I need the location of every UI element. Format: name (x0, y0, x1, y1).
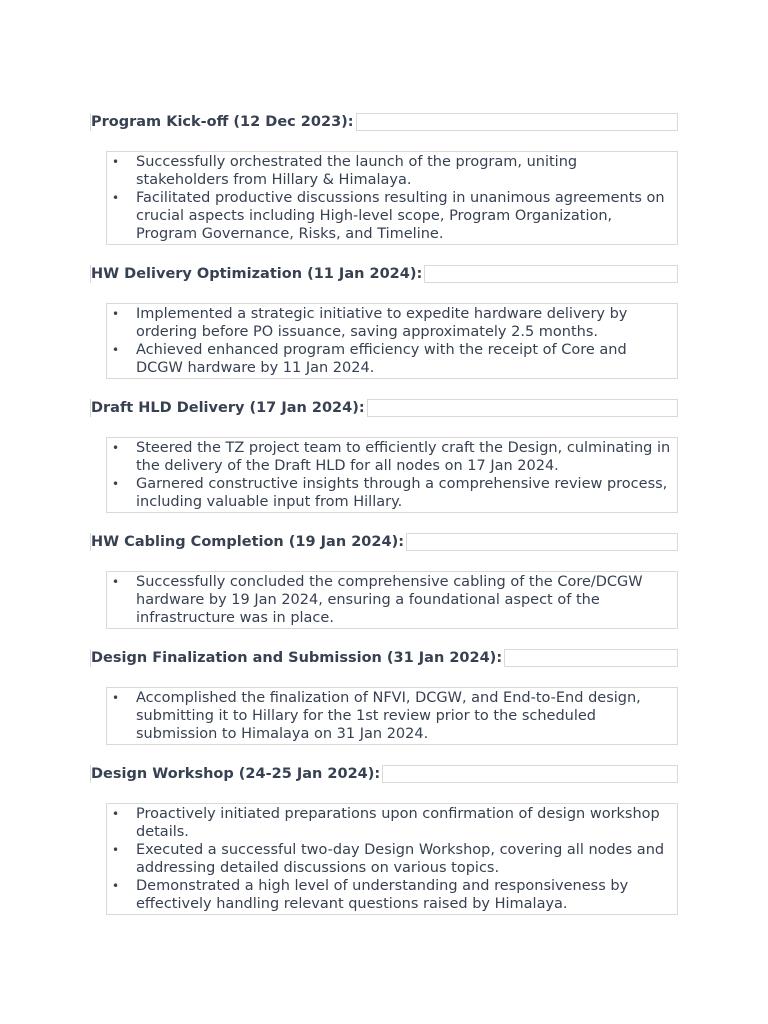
list-item-text: Accomplished the finalization of NFVI, DCGW, and End-to-End design, submitting it to Hillary for the 1st review prior to the scheduled submission to Himalaya on 31 Jan 2024. (136, 690, 641, 742)
list-item (107, 153, 673, 189)
bullet-list (107, 305, 673, 377)
section-heading-label: Draft HLD Delivery (17 Jan 2024): (91, 399, 368, 417)
bullet-icon: • (112, 343, 120, 357)
bullet-list-box (106, 571, 678, 629)
list-item-text: Proactively initiated preparations upon confirmation of design workshop details. (136, 806, 660, 840)
list-item-text: Demonstrated a high level of understanding and responsiveness by effectively handling relevant questions raised by Himalaya. (136, 878, 629, 912)
bullet-icon: • (112, 843, 120, 857)
bullet-list (107, 805, 673, 913)
bullet-list-box (106, 303, 678, 379)
list-item (107, 475, 673, 511)
bullet-list-box (106, 803, 678, 915)
list-item (107, 689, 673, 743)
bullet-icon: • (112, 155, 120, 169)
list-item (107, 573, 673, 627)
list-item (107, 341, 673, 377)
bullet-icon: • (112, 879, 120, 893)
list-item-text: Achieved enhanced program efficiency with the receipt of Core and DCGW hardware by 11 Jan 2024. (136, 342, 627, 376)
list-item (107, 189, 673, 243)
list-item-text: Successfully concluded the comprehensive cabling of the Core/DCGW hardware by 19 Jan 2024, ensuring a foundational aspect of the infrastructure was in place. (136, 574, 643, 626)
section-heading-label: HW Delivery Optimization (11 Jan 2024): (91, 265, 425, 283)
section-heading-label: HW Cabling Completion (19 Jan 2024): (91, 533, 407, 551)
bullet-icon: • (112, 191, 120, 205)
list-item-text: Successfully orchestrated the launch of the program, uniting stakeholders from Hillary & Himalaya. (136, 154, 578, 188)
list-item (107, 841, 673, 877)
document-body (90, 113, 678, 935)
bullet-list-box (106, 687, 678, 745)
section-heading (90, 765, 678, 783)
bullet-list-box (106, 437, 678, 513)
section-heading (90, 649, 678, 667)
list-item (107, 439, 673, 475)
section-heading-label: Program Kick-off (12 Dec 2023): (91, 113, 357, 131)
bullet-list (107, 153, 673, 243)
list-item (107, 805, 673, 841)
section-heading (90, 533, 678, 551)
list-item-text: Executed a successful two-day Design Workshop, covering all nodes and addressing detailed discussions on various topics. (136, 842, 665, 876)
section-heading (90, 113, 678, 131)
bullet-icon: • (112, 807, 120, 821)
section-heading-label: Design Finalization and Submission (31 Jan 2024): (91, 649, 505, 667)
list-item-text: Garnered constructive insights through a comprehensive review process, including valuable input from Hillary. (136, 476, 668, 510)
bullet-icon: • (112, 307, 120, 321)
list-item (107, 877, 673, 913)
bullet-list (107, 439, 673, 511)
list-item-text: Facilitated productive discussions resulting in unanimous agreements on crucial aspects including High-level scope, Program Organization, Program Governance, Risks, and Timeline. (136, 190, 665, 242)
section-heading (90, 265, 678, 283)
bullet-icon: • (112, 691, 120, 705)
section-heading (90, 399, 678, 417)
bullet-list (107, 689, 673, 743)
bullet-icon: • (112, 441, 120, 455)
bullet-list (107, 573, 673, 627)
section-heading-label: Design Workshop (24-25 Jan 2024): (91, 765, 383, 783)
bullet-icon: • (112, 575, 120, 589)
bullet-icon: • (112, 477, 120, 491)
list-item (107, 305, 673, 341)
list-item-text: Steered the TZ project team to efficiently craft the Design, culminating in the delivery of the Draft HLD for all nodes on 17 Jan 2024. (136, 440, 671, 474)
bullet-list-box (106, 151, 678, 245)
list-item-text: Implemented a strategic initiative to expedite hardware delivery by ordering before PO issuance, saving approximately 2.5 months. (136, 306, 628, 340)
